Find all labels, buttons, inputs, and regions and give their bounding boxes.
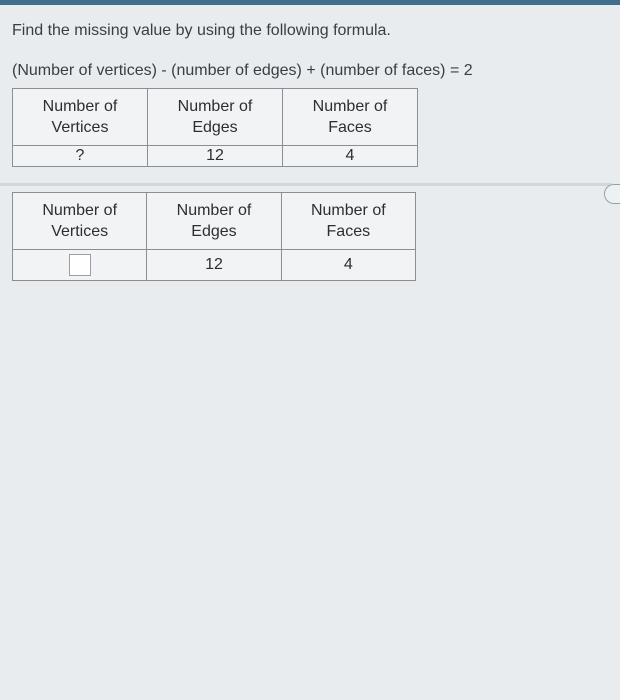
table-header-row (13, 193, 416, 250)
vertices-answer-cell (13, 250, 147, 281)
top-bar (0, 0, 620, 5)
header-edges: Number of Edges (147, 193, 281, 250)
edges-value: 12 (147, 250, 281, 281)
edges-value: 12 (148, 146, 283, 167)
formula-text: (Number of vertices) - (number of edges) + (number of faces) = 2 (12, 62, 473, 79)
faces-value: 4 (283, 146, 418, 167)
table-header-row (13, 89, 418, 146)
header-vertices: Number of Vertices (13, 89, 148, 146)
faces-value: 4 (281, 250, 415, 281)
table-row (13, 250, 416, 281)
section-divider (0, 183, 612, 186)
given-table (12, 88, 418, 167)
answer-table (12, 192, 416, 281)
instruction-text: Find the missing value by using the following formula. (12, 22, 391, 39)
table-row (13, 146, 418, 167)
vertices-answer-input[interactable] (69, 254, 91, 276)
header-edges: Number of Edges (148, 89, 283, 146)
vertices-value: ? (13, 146, 148, 167)
header-faces: Number of Faces (283, 89, 418, 146)
header-faces: Number of Faces (281, 193, 415, 250)
collapse-handle-icon[interactable] (604, 184, 620, 204)
header-vertices: Number of Vertices (13, 193, 147, 250)
